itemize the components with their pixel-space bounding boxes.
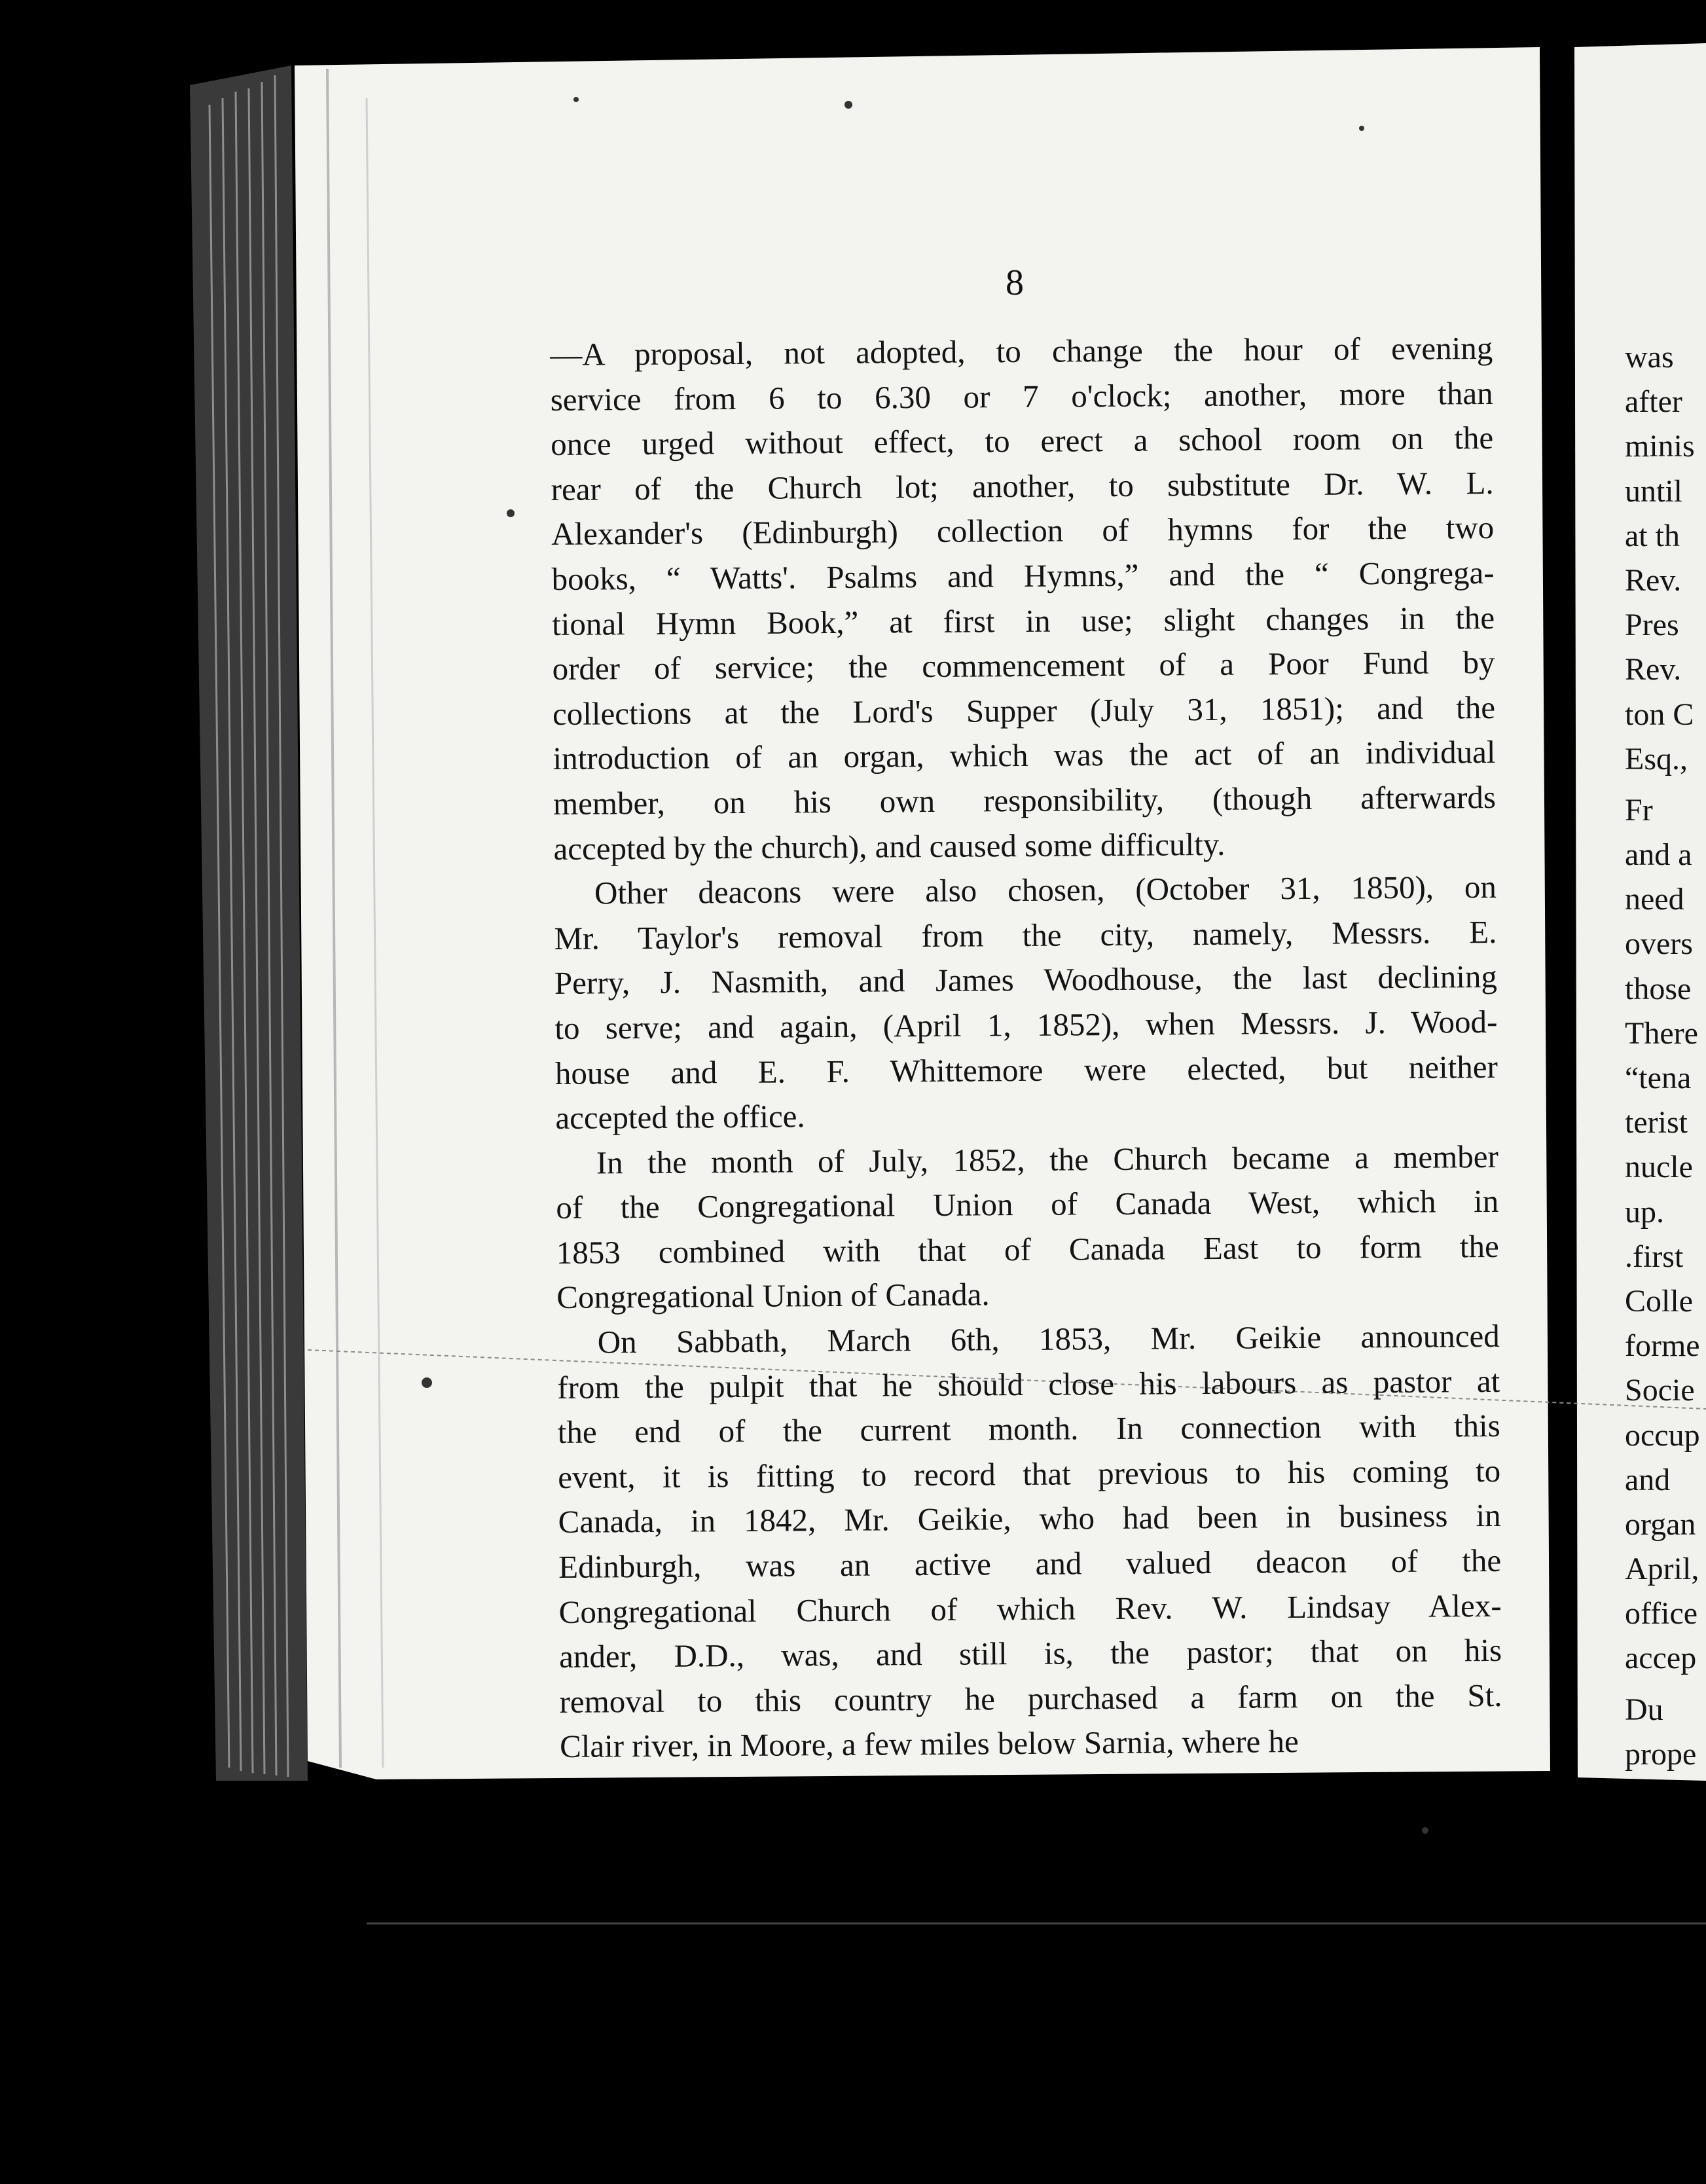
text-line: Congregational Union of Canada.: [556, 1276, 990, 1316]
text-line: In the month of July, 1852, the Church became a member: [596, 1138, 1499, 1181]
text-line: 1853 combined with that of Canada East to form the: [556, 1228, 1499, 1271]
facing-page-line: Du: [1625, 1692, 1663, 1727]
text-line: Alexander's (Edinburgh) collection of hymns for the two: [551, 509, 1495, 553]
facing-page-line: until: [1625, 473, 1683, 509]
facing-page-line: and: [1625, 1462, 1671, 1497]
facing-page-line: “tena: [1625, 1061, 1692, 1095]
text-line: member, on his own responsibility, (though afterwards: [553, 778, 1497, 822]
text-line: introduction of an organ, which was the act of an individual: [553, 734, 1496, 777]
text-line: the end of the current month. In connection with this: [557, 1408, 1500, 1451]
facing-page-line: up.: [1625, 1194, 1664, 1229]
facing-page-line: Esq.,: [1625, 741, 1688, 776]
text-line: On Sabbath, March 6th, 1853, Mr. Geikie announced: [597, 1317, 1500, 1360]
text-line: of the Congregational Union of Canada West, which in: [556, 1183, 1499, 1226]
facing-page-line: and a: [1625, 837, 1692, 873]
text-line: removal to this country he purchased a farm on the St.: [559, 1677, 1502, 1720]
text-line: Perry, J. Nasmith, and James Woodhouse, the last declining: [554, 958, 1498, 1002]
text-line: Congregational Church of which Rev. W. Lindsay Alex-: [558, 1587, 1502, 1630]
text-line: service from 6 to 6.30 or 7 o'clock; another, more than: [550, 374, 1493, 418]
facing-page-line: .first: [1625, 1239, 1684, 1274]
text-line: from the pulpit that he should close his labours as pastor at: [557, 1362, 1500, 1406]
facing-page-line: ton C: [1625, 697, 1694, 732]
text-line: Other deacons were also chosen, (October 31, 1850), on: [594, 869, 1497, 911]
text-line: collections at the Lord's Supper (July 31, 1851); and the: [552, 689, 1496, 732]
text-line: rear of the Church lot; another, to substitute Dr. W. L.: [551, 464, 1494, 507]
text-line: house and E. F. Whittemore were elected, but neither: [554, 1048, 1498, 1091]
facing-page-line: terist: [1625, 1105, 1688, 1140]
text-line: Clair river, in Moore, a few miles below Sarnia, where he: [559, 1723, 1299, 1765]
text-line: Mr. Taylor's removal from the city, namely, Messrs. E.: [554, 913, 1497, 956]
facing-page-line: April,: [1625, 1552, 1699, 1587]
facing-page-line: Rev.: [1625, 562, 1682, 598]
facing-page-line: organ: [1625, 1506, 1696, 1542]
text-line: books, “ Watts'. Psalms and Hymns,” and the “ Congrega-: [551, 554, 1495, 597]
facing-page-line: was: [1625, 340, 1674, 374]
text-line: Canada, in 1842, Mr. Geikie, who had been in business in: [558, 1497, 1501, 1540]
facing-page-line: There: [1625, 1015, 1698, 1051]
facing-page-line: Pres: [1625, 608, 1679, 643]
text-line: to serve; and again, (April 1, 1852), when Messrs. J. Wood-: [554, 1003, 1498, 1046]
facing-page-line: Rev.: [1625, 652, 1682, 687]
facing-page-line: accep: [1625, 1641, 1697, 1676]
facing-page-line: Colle: [1625, 1283, 1693, 1319]
facing-page-line: forme: [1625, 1328, 1700, 1364]
facing-page-line: need: [1625, 882, 1684, 917]
text-line: tional Hymn Book,” at first in use; slight changes in the: [551, 599, 1495, 642]
facing-page-line: overs: [1625, 926, 1693, 962]
text-line: accepted by the church), and caused some difficulty.: [553, 826, 1225, 867]
text-line: once urged without effect, to erect a school room on the: [550, 420, 1494, 463]
paragraph: [556, 1135, 1500, 1320]
facing-page-line: after: [1625, 384, 1682, 420]
text-line: order of service; the commencement of a Poor Fund by: [552, 644, 1495, 687]
text-line: Edinburgh, was an active and valued deacon of the: [558, 1542, 1502, 1585]
facing-page-line: those: [1625, 971, 1692, 1006]
facing-page-line: nucle: [1625, 1150, 1693, 1185]
text-line: ander, D.D., was, and still is, the pastor; that on his: [558, 1632, 1502, 1675]
paragraph: [557, 1314, 1503, 1770]
paragraph: [554, 865, 1498, 1141]
paragraph: [550, 326, 1497, 871]
facing-page-line: Socie: [1625, 1373, 1695, 1408]
facing-page-line: at th: [1625, 518, 1680, 553]
facing-page-line: prope: [1625, 1736, 1697, 1772]
facing-page-text: [1625, 335, 1706, 1777]
facing-page-line: occup: [1625, 1417, 1700, 1453]
main-text-column: [550, 326, 1502, 1770]
facing-page-line: office: [1625, 1596, 1698, 1631]
text-line: event, it is fitting to record that previous to his coming to: [558, 1452, 1501, 1495]
facing-page-line: Fr: [1625, 792, 1653, 828]
facing-page-line: minis: [1625, 429, 1695, 464]
text-line: accepted the office.: [555, 1098, 805, 1137]
text-line: —A proposal, not adopted, to change the hour of evening: [550, 329, 1493, 373]
page-number: 8: [1006, 263, 1024, 303]
